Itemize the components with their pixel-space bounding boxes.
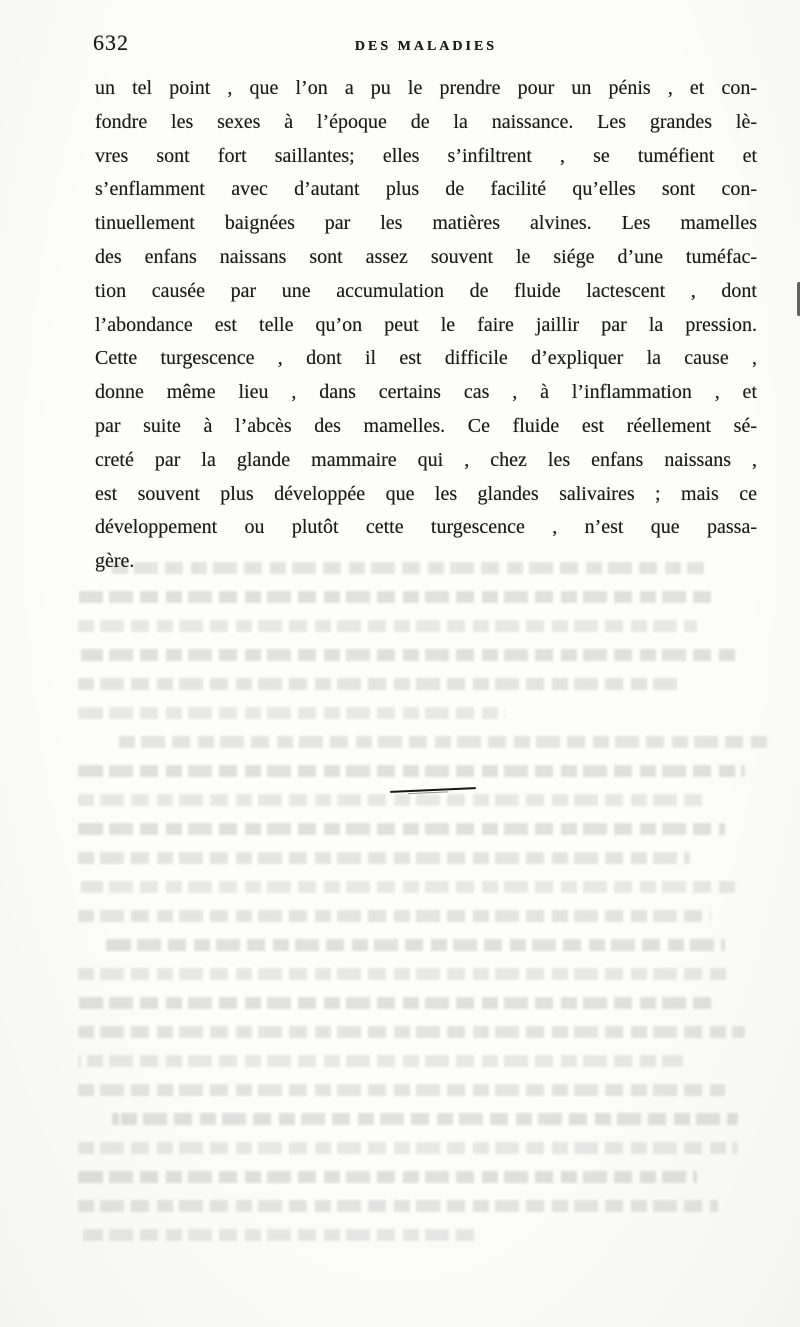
text-line: un tel point , que l’on a pu le prendre pour un pénis , et con-	[95, 77, 757, 99]
bleedthrough-line	[106, 939, 725, 951]
bleedthrough-line	[78, 1142, 738, 1154]
body-text	[95, 72, 757, 579]
bleedthrough-line	[78, 852, 690, 864]
text-line: des enfans naissans sont assez souvent le siége d’une tuméfac-	[95, 245, 757, 268]
bleedthrough-line	[78, 997, 718, 1009]
bleedthrough-line	[78, 620, 697, 632]
bleedthrough-line	[78, 678, 683, 690]
text-line: par suite à l’abcès des mamelles. Ce fluide est réellement sé-	[95, 414, 757, 437]
bleedthrough-text	[78, 562, 766, 1258]
bleedthrough-line	[78, 823, 725, 835]
text-line: tinuellement baignées par les matières alvines. Les mamelles	[95, 212, 757, 235]
bleedthrough-line	[78, 1055, 683, 1067]
bleedthrough-line	[112, 1113, 738, 1125]
bleedthrough-line	[78, 707, 505, 719]
bleedthrough-line	[78, 649, 738, 661]
text-line: donne même lieu , dans certains cas , à l’inflammation , et	[95, 381, 757, 404]
bleedthrough-line	[78, 881, 738, 893]
bleedthrough-line	[78, 1171, 697, 1183]
text-line: s’enflamment avec d’autant plus de facilité qu’elles sont con-	[95, 178, 757, 201]
text-line: l’abondance est telle qu’on peut le faire jaillir par la pression.	[95, 313, 757, 336]
text-line: gère.	[95, 550, 135, 573]
text-line: développement ou plutôt cette turgescence , n’est que passa-	[95, 516, 757, 539]
text-line: tion causée par une accumulation de fluide lactescent , dont	[95, 279, 757, 302]
text-line: vres sont fort saillantes; elles s’infiltrent , se tuméfient et	[95, 144, 757, 167]
bleedthrough-line	[78, 591, 718, 603]
text-line: creté par la glande mammaire qui , chez les enfans naissans ,	[95, 448, 757, 471]
bleedthrough-line	[78, 765, 745, 777]
bleedthrough-line	[78, 968, 732, 980]
bleedthrough-line	[119, 736, 773, 748]
page-number: 632	[93, 30, 129, 55]
bleedthrough-line	[78, 1229, 477, 1241]
bleedthrough-line	[78, 1026, 745, 1038]
bleedthrough-line	[112, 562, 704, 574]
bleedthrough-line	[78, 1200, 718, 1212]
bleedthrough-line	[78, 910, 711, 922]
text-line: Cette turgescence , dont il est difficile d’expliquer la cause ,	[95, 347, 757, 370]
text-line: fondre les sexes à l’époque de la naissance. Les grandes lè-	[95, 110, 757, 133]
running-header: DES MALADIES	[354, 39, 498, 54]
bleedthrough-line	[78, 794, 704, 806]
text-line: est souvent plus développée que les glandes salivaires ; mais ce	[95, 482, 757, 505]
bleedthrough-line	[78, 1084, 725, 1096]
